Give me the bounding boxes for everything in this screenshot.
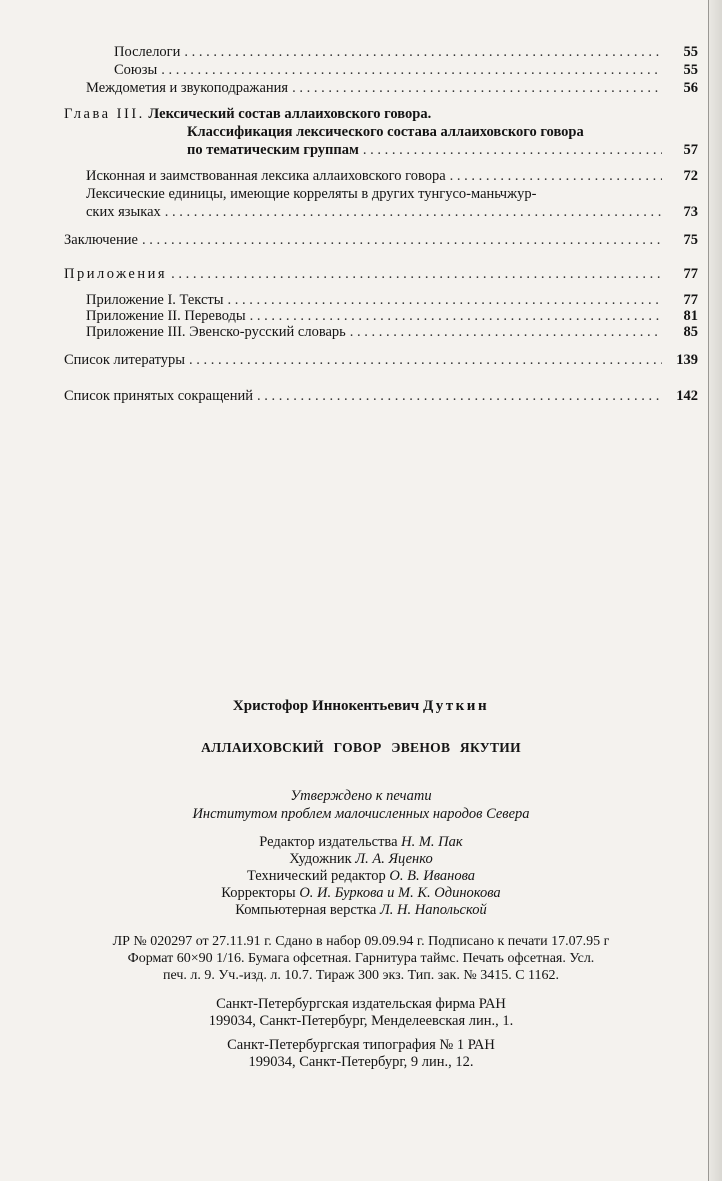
author-name [0, 698, 722, 715]
chapter-label: Глава III. [64, 106, 145, 122]
leader-dots [171, 266, 662, 283]
toc-entry-title: Список принятых сокращений [64, 388, 253, 404]
printer-line-1: Санкт-Петербургская типография № 1 РАН [227, 1037, 495, 1053]
leader-dots [227, 292, 662, 309]
credit-editor [0, 834, 722, 851]
leader-dots [165, 204, 662, 221]
publisher-line-1: Санкт-Петербургская издательская фирма РАН [216, 996, 506, 1012]
toc-entry-title: Послелоги [114, 44, 181, 60]
toc-entry-title: Приложение II. Переводы [86, 308, 246, 324]
toc-entry-page: 73 [683, 204, 698, 220]
author-first-name: Христофор Иннокентьевич [232, 698, 420, 714]
toc-entry-page: 55 [683, 44, 698, 60]
toc-entry-page: 85 [683, 324, 698, 340]
toc-entry-title: Приложения [64, 266, 168, 282]
credit-label: Художник [289, 851, 352, 867]
toc-entry-literature [64, 352, 698, 370]
toc-entry-appendices [64, 266, 698, 284]
leader-dots [142, 232, 662, 249]
toc-entry-title: Заключение [64, 232, 138, 248]
toc-entry-appendix-3 [86, 324, 698, 342]
publisher-line-2: 199034, Санкт-Петербург, Менделеевская лин., 1. [208, 1013, 514, 1029]
credit-tech-editor [0, 868, 722, 885]
credit-name: О. И. Буркова и М. К. Одинокова [299, 885, 501, 901]
printer-line-2: 199034, Санкт-Петербург, 9 лин., 12. [248, 1054, 474, 1070]
toc-entry-page: 55 [683, 62, 698, 78]
toc-entry-title: Союзы [114, 62, 158, 78]
book-title: АЛЛАИХОВСКИЙ ГОВОР ЭВЕНОВ ЯКУТИИ [201, 740, 521, 755]
leader-dots [184, 44, 662, 61]
toc-entry-page: 56 [683, 80, 698, 96]
approval-line-2: Институтом проблем малочисленных народов Севера [192, 806, 530, 822]
leader-dots [292, 80, 662, 97]
toc-entry-page: 75 [683, 232, 698, 248]
toc-entry-lexical-units [86, 204, 698, 222]
leader-dots [350, 324, 662, 341]
toc-entry-page: 81 [683, 308, 698, 324]
toc-entry-title: Приложение I. Тексты [86, 292, 224, 308]
chapter-heading [64, 106, 431, 123]
credit-layout [0, 902, 722, 919]
leader-dots [363, 142, 662, 159]
credit-name: Л. А. Яценко [355, 851, 433, 867]
credit-name: Н. М. Пак [401, 834, 463, 850]
leader-dots [250, 308, 662, 325]
leader-dots [161, 62, 662, 79]
credit-artist [0, 851, 722, 868]
toc-entry-conjunctions [114, 62, 698, 80]
toc-entry-title: по тематическим группам [187, 142, 359, 158]
publication-line-3: печ. л. 9. Уч.-изд. л. 10.7. Тираж 300 экз. Тип. зак. № 3415. С 1162. [162, 968, 560, 983]
toc-entry-conclusion [64, 232, 698, 250]
toc-entry-page: 77 [683, 266, 698, 282]
toc-entry-page: 139 [676, 352, 698, 368]
approval-line-1: Утверждено к печати [290, 788, 432, 804]
toc-entry-native-borrowed [86, 168, 698, 186]
toc-entry-postpositions [114, 44, 698, 62]
credit-label: Редактор издательства [259, 834, 398, 850]
chapter-subtitle-line1: Классификация лексического состава аллаиховского говора [187, 124, 584, 140]
toc-entry-page: 57 [683, 142, 698, 158]
toc-entry-page: 142 [676, 388, 698, 404]
leader-dots [189, 352, 662, 369]
leader-dots [257, 388, 662, 405]
toc-entry-page: 77 [683, 292, 698, 308]
toc-entry-thematic-groups [187, 142, 698, 160]
credit-name: О. В. Иванова [389, 868, 476, 884]
credit-name: Л. Н. Напольской [379, 902, 487, 918]
publication-line-1: ЛР № 020297 от 27.11.91 г. Сдано в набор 09.09.94 г. Подписано к печати 17.07.95 г [112, 934, 610, 949]
chapter-title: Лексический состав аллаиховского говора. [148, 106, 432, 122]
credit-correctors [0, 885, 722, 902]
toc-entry-lexical-units-line1: Лексические единицы, имеющие корреляты в других тунгусо-маньчжур- [86, 186, 537, 202]
credit-label: Компьютерная верстка [235, 902, 377, 918]
toc-entry-interjections [86, 80, 698, 98]
toc-entry-abbreviations [64, 388, 698, 406]
toc-entry-title: Междометия и звукоподражания [86, 80, 289, 96]
leader-dots [450, 168, 662, 185]
publication-line-2: Формат 60×90 1/16. Бумага офсетная. Гарнитура таймс. Печать офсетная. Усл. [127, 951, 595, 966]
toc-entry-title: Исконная и заимствованная лексика аллаиховского говора [86, 168, 446, 184]
credit-label: Технический редактор [246, 868, 386, 884]
author-last-name: Дуткин [422, 698, 490, 714]
credit-label: Корректоры [221, 885, 296, 901]
toc-entry-title: ских языках [86, 204, 161, 220]
toc-entry-page: 72 [683, 168, 698, 184]
toc-entry-title: Приложение III. Эвенско-русский словарь [86, 324, 346, 340]
toc-entry-title: Список литературы [64, 352, 186, 368]
